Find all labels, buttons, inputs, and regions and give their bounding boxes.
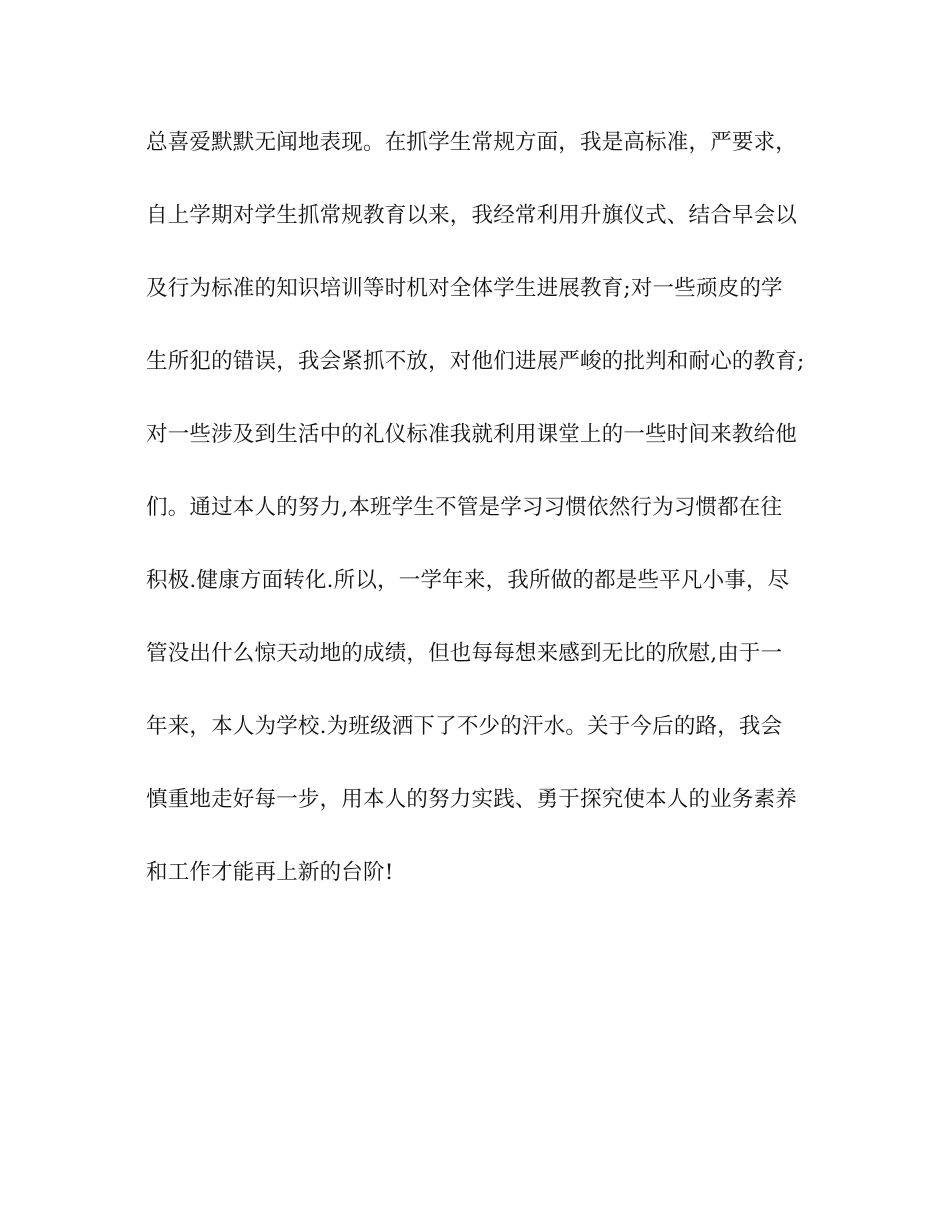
text-line-1: 总喜爱默默无闻地表现。在抓学生常规方面，我是高标准，严要求， [146,130,798,155]
text-line-5: 对一些涉及到生活中的礼仪标准我就利用课堂上的一些时间来教给他 [146,422,798,447]
text-line-9: 年来，本人为学校.为班级洒下了不少的汗水。关于今后的路，我会 [146,714,783,739]
text-line-2: 自上学期对学生抓常规教育以来，我经常利用升旗仪式、结合早会以 [146,203,798,228]
text-line-10: 慎重地走好每一步，用本人的努力实践、勇于探究使本人的业务素养 [146,787,798,812]
body-text [146,128,826,931]
text-line-11: 和工作才能再上新的台阶! [146,860,394,885]
text-line-4: 生所犯的错误，我会紧抓不放，对他们进展严峻的批判和耐心的教育; [146,349,805,374]
text-line-7: 积极.健康方面转化.所以，一学年来，我所做的都是些平凡小事，尽 [146,568,790,593]
text-line-6: 们。通过本人的努力,本班学生不管是学习习惯依然行为习惯都在往 [146,495,783,520]
text-line-8: 管没出什么惊天动地的成绩，但也每每想来感到无比的欣慰,由于一 [146,641,783,666]
text-line-3: 及行为标准的知识培训等时机对全体学生进展教育;对一些顽皮的学 [146,276,783,301]
